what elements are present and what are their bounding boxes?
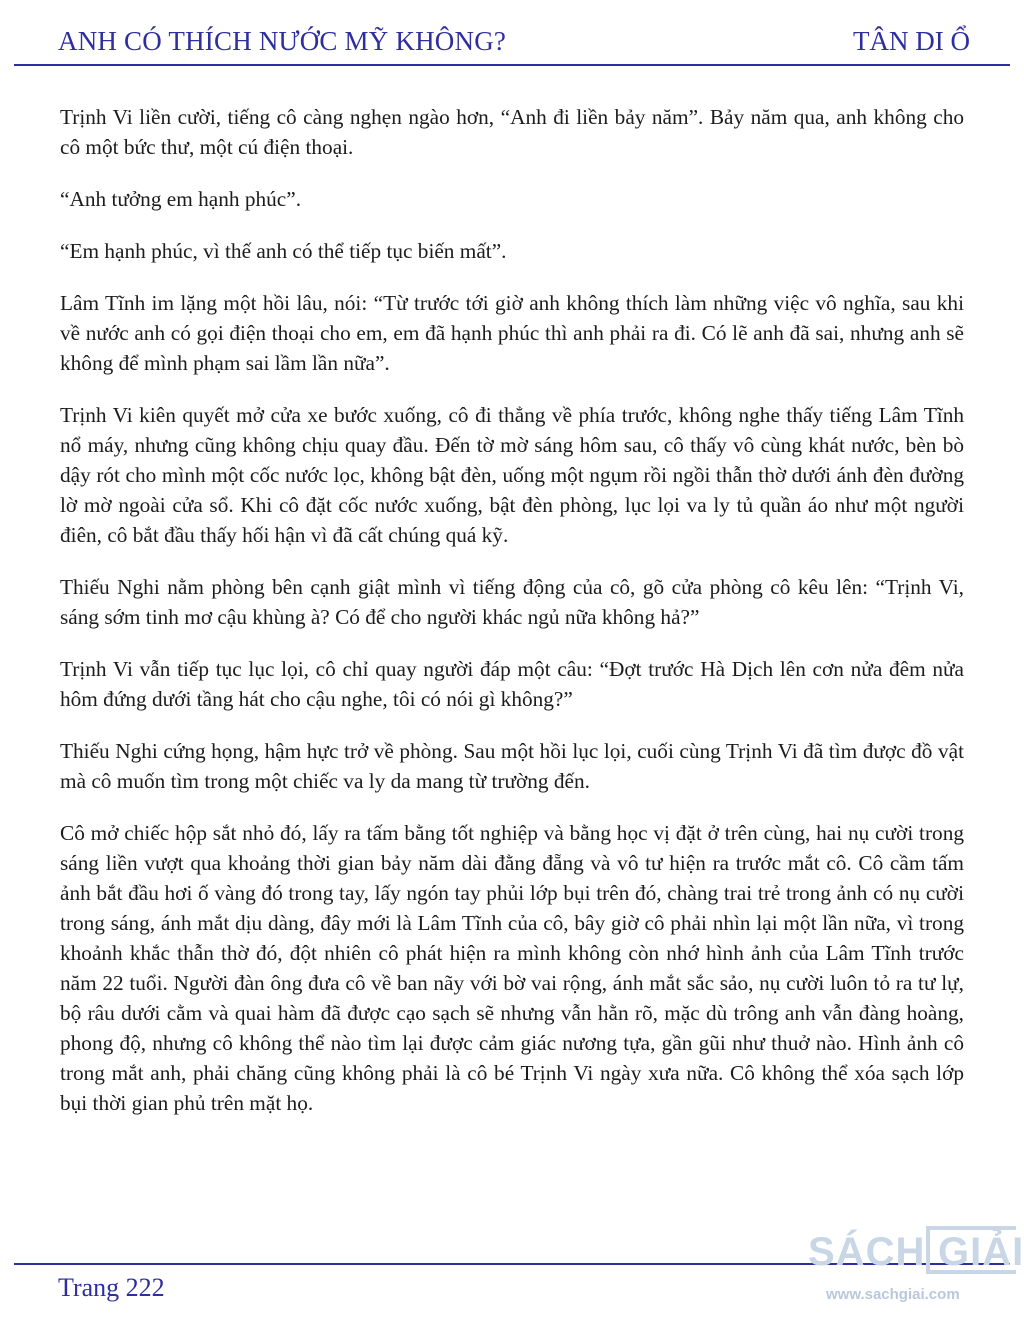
paragraph: Cô mở chiếc hộp sắt nhỏ đó, lấy ra tấm bằng tốt nghiệp và bằng học vị đặt ở trên cùng, hai nụ cười trong sáng liền vượt qua khoảng thời gian bảy năm dài đằng đẵng và vô tư hiện ra trước mắt cô. Cô cầm tấm ảnh bắt đầu hơi ố vàng đó trong tay, lấy ngón tay phủi lớp bụi trên đó, chàng trai trẻ trong ảnh có nụ cười trong sáng, ánh mắt dịu dàng, đây mới là Lâm Tĩnh của cô, bây giờ cô phải nhìn lại một lần nữa, vì trong khoảnh khắc thẫn thờ đó, đột nhiên cô phát hiện ra mình không còn nhớ hình ảnh của Lâm Tĩnh trước năm 22 tuổi. Người đàn ông đưa cô về ban nãy với bờ vai rộng, ánh mắt sắc sảo, nụ cười luôn tỏ ra tư lự, bộ râu dưới cằm và quai hàm đã được cạo sạch sẽ nhưng vẫn hằn rõ, mặc dù trông anh vẫn đàng hoàng, phong độ, nhưng cô không thể nào tìm lại được cảm giác nương tựa, gần gũi như thuở nào. Hình ảnh cô trong mắt anh, phải chăng cũng không phải là cô bé Trịnh Vi ngày xưa nữa. Cô không thể xóa sạch lớp bụi thời gian phủ trên mặt họ.	[60, 821, 964, 1115]
watermark-logo	[808, 1224, 1024, 1278]
watermark-url: www.sachgiai.com	[826, 1286, 960, 1303]
book-title: ANH CÓ THÍCH NƯỚC MỸ KHÔNG?	[58, 26, 507, 56]
paragraph: Trịnh Vi liền cười, tiếng cô càng nghẹn ngào hơn, “Anh đi liền bảy năm”. Bảy năm qua, anh không cho cô một bức thư, một cú điện thoại.	[60, 105, 964, 159]
paragraph: Trịnh Vi kiên quyết mở cửa xe bước xuống, cô đi thẳng về phía trước, không nghe thấy tiếng Lâm Tĩnh nổ máy, nhưng cũng không chịu quay đầu. Đến tờ mờ sáng hôm sau, cô thấy vô cùng khát nước, bèn bò dậy rót cho mình một cốc nước lọc, không bật đèn, uống một ngụm rồi ngồi thẫn thờ dưới ánh đèn đường lờ mờ ngoài cửa sổ. Khi cô đặt cốc nước xuống, bật đèn phòng, lục lọi va ly tủ quần áo như một người điên, cô bắt đầu thấy hối hận vì đã cất chúng quá kỹ.	[60, 403, 964, 547]
paragraph: Lâm Tĩnh im lặng một hồi lâu, nói: “Từ trước tới giờ anh không thích làm những việc vô nghĩa, sau khi về nước anh có gọi điện thoại cho em, em đã hạnh phúc thì anh phải ra đi. Có lẽ anh đã sai, nhưng anh sẽ không để mình phạm sai lầm lần nữa”.	[60, 291, 964, 375]
page-header	[58, 26, 970, 64]
watermark	[808, 1224, 1024, 1320]
author-name: TÂN DI Ổ	[853, 26, 970, 56]
watermark-logo-left: SÁCH	[808, 1230, 926, 1274]
paragraph: Thiếu Nghi cứng họng, hậm hực trở về phòng. Sau một hồi lục lọi, cuối cùng Trịnh Vi đã tìm được đồ vật mà cô muốn tìm trong một chiếc va ly da mang từ trường đến.	[60, 739, 964, 793]
header-divider	[14, 64, 1010, 66]
paragraph: Trịnh Vi vẫn tiếp tục lục lọi, cô chỉ quay người đáp một câu: “Đợt trước Hà Dịch lên cơn nửa đêm nửa hôm đứng dưới tầng hát cho cậu nghe, tôi có nói gì không?”	[60, 657, 964, 711]
page-number: Trang 222	[58, 1273, 165, 1302]
watermark-logo-right: GIẢI	[938, 1230, 1024, 1274]
paragraph: “Em hạnh phúc, vì thế anh có thể tiếp tục biến mất”.	[60, 239, 507, 263]
paragraph: Thiếu Nghi nằm phòng bên cạnh giật mình vì tiếng động của cô, gõ cửa phòng cô kêu lên: “Trịnh Vi, sáng sớm tinh mơ cậu khùng à? Có để cho người khác ngủ nữa không hả?”	[60, 575, 964, 629]
chapter-body	[60, 102, 964, 1140]
paragraph: “Anh tưởng em hạnh phúc”.	[60, 187, 302, 211]
